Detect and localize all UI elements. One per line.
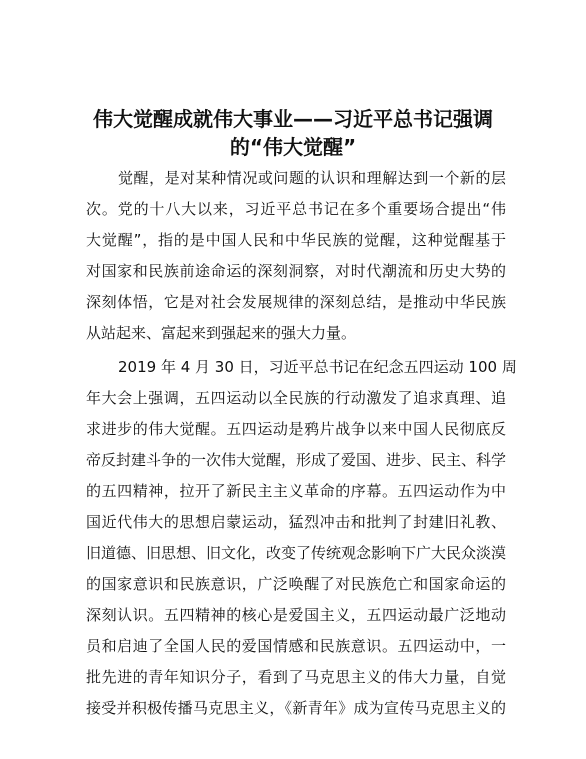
paragraph-line: 次。党的十八大以来，习近平总书记在多个重要场合提出“伟	[86, 200, 506, 218]
paragraph-line: 求进步的伟大觉醒。五四运动是鸦片战争以来中国人民彻底反	[86, 420, 506, 438]
paragraph-line: 大觉醒”，指的是中国人民和中华民族的觉醒，这种觉醒基于	[86, 231, 506, 249]
paragraph-1	[86, 163, 506, 349]
paragraph-line: 旧道德、旧思想、旧文化，改变了传统观念影响下广大民众淡漠	[86, 544, 507, 562]
paragraph-line: 接受并积极传播马克思主义，《新青年》成为宣传马克思主义的	[86, 699, 506, 717]
document-title-line-1: 伟大觉醒成就伟大事业——习近平总书记强调	[93, 107, 493, 131]
paragraph-line: 从站起来、富起来到强起来的强大力量。	[86, 324, 357, 342]
paragraph-line: 国近代伟大的思想启蒙运动，猛烈冲击和批判了封建旧礼教、	[86, 513, 506, 531]
paragraph-line: 员和启迪了全国人民的爱国情感和民族意识。五四运动中，一	[86, 637, 506, 655]
paragraph-line: 深刻体悟，它是对社会发展规律的深刻总结，是推动中华民族	[86, 293, 506, 311]
paragraph-line: 2019 年 4 月 30 日，习近平总书记在纪念五四运动 100 周	[118, 358, 517, 376]
paragraph-line: 的五四精神，拉开了新民主主义革命的序幕。五四运动作为中	[86, 482, 506, 500]
document-title-line-2: 的“伟大觉醒”	[229, 135, 357, 159]
paragraph-line: 批先进的青年知识分子，看到了马克思主义的伟大力量，自觉	[86, 668, 506, 686]
paragraph-line: 深刻认识。五四精神的核心是爱国主义，五四运动最广泛地动	[86, 606, 506, 624]
paragraph-line: 帝反封建斗争的一次伟大觉醒，形成了爱国、进步、民主、科学	[86, 451, 507, 469]
paragraph-2	[86, 352, 517, 724]
paragraph-line: 年大会上强调，五四运动以全民族的行动激发了追求真理、追	[86, 389, 506, 407]
paragraph-line: 的国家意识和民族意识，广泛唤醒了对民族危亡和国家命运的	[86, 575, 506, 593]
paragraph-line: 觉醒，是对某种情况或问题的认识和理解达到一个新的层	[118, 169, 506, 187]
paragraph-line: 对国家和民族前途命运的深刻洞察，对时代潮流和历史大势的	[86, 262, 506, 280]
